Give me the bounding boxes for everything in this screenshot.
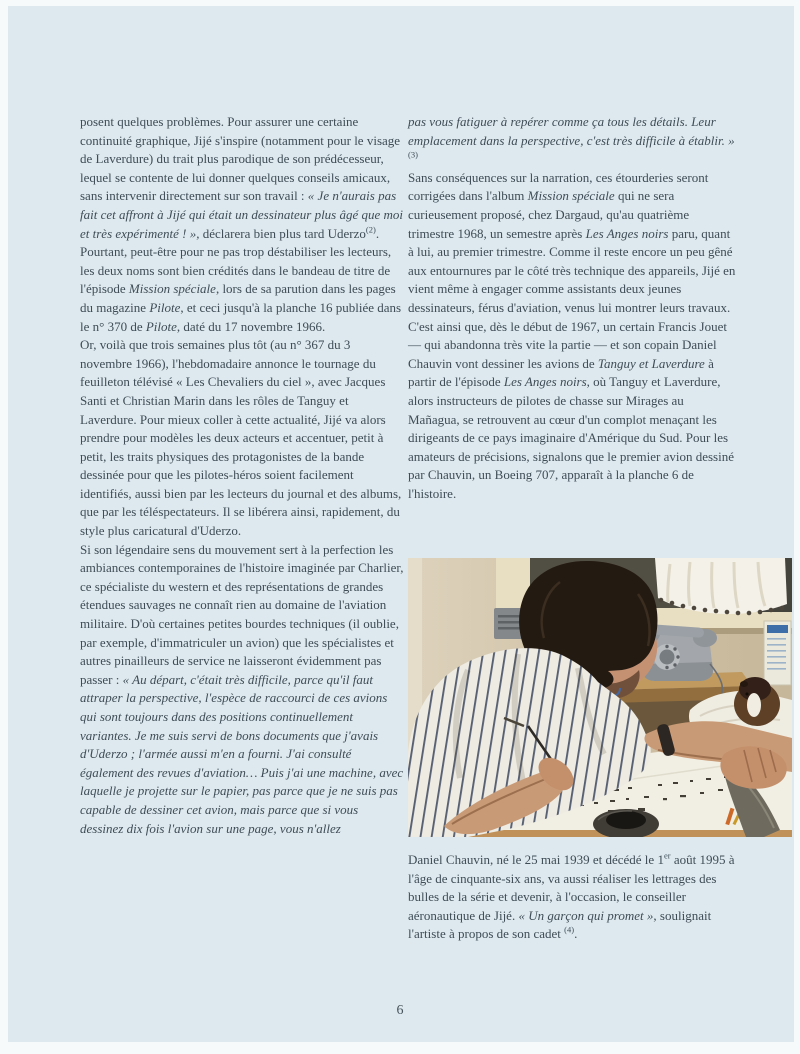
paragraph: [408, 169, 736, 318]
text-segment: Daniel Chauvin, né le 25 mai 1939 et décédé le 1: [408, 852, 664, 867]
paragraph: [80, 113, 404, 243]
text-column-left: [80, 113, 404, 838]
text-segment: Sans conséquences sur la narration, ces étourderies seront corrigées dans l'album: [408, 169, 709, 204]
text-segment: Mission spéciale: [128, 281, 216, 297]
text-segment: Pourtant, peut-être pour ne pas trop déstabiliser les lecteurs, les deux noms sont bien crédités dans le bandeau de titre de l'épisode: [80, 244, 392, 297]
paragraph: [408, 113, 736, 169]
paragraph: [80, 336, 404, 541]
text-segment: .: [574, 926, 578, 942]
text-segment: paru, quant à lui, au premier trimestre. Comme il reste encore un peu gêné aux entournures par le côté très technique des appareils, Jijé en vient même à engager comme assistants deux jeunes dessinateurs, férus d'aviation, venus lui montrer leurs travaux.: [408, 225, 736, 315]
text-segment: , où Tanguy et Laverdure, alors instructeurs de pilotes de chasse sur Mirages au Mañagua, se retrouvent au cœur d'un complot menaçant les dirigeants de ce pays imaginaire d'Amérique du Sud. Pour les amateurs de précisions, signalons que le premier avion dessiné par Chauvin, un Boeing 707, apparaît à la planche 6 de l'histoire.: [408, 374, 734, 501]
text-segment: « Un garçon qui promet »: [518, 907, 654, 923]
paragraph: [408, 851, 738, 944]
text-segment: à partir de l'épisode: [408, 355, 714, 390]
text-segment: , soulignait l'artiste à propos de son cadet: [408, 907, 712, 942]
text-segment: Si son légendaire sens du mouvement sert à la perfection les ambiances contemporaines de l'histoire imaginée par Charlier, ce spécialiste du western et des représentations de grandes étendues sauvages ne connaît rien au domaine de l'aviation militaire. D'où certaines petites bourdes techniques (il oublie, par exemple, d'immatriculer un avion) que les spécialistes et autres pinailleurs de service ne laisseront évidemment pas passer :: [80, 541, 404, 687]
text-segment: Pilote: [145, 318, 177, 334]
paragraph: [80, 243, 404, 336]
text-segment: C'est ainsi que, dès le début de 1967, un certain Francis Jouet — qui abandonna très vite la partie — et son copain Daniel Chauvin vont dessiner les avions de: [408, 318, 727, 371]
footnote-ref: (4): [564, 925, 575, 936]
text-segment: Or, voilà que trois semaines plus tôt (au n° 367 du 3 novembre 1966), l'hebdomadaire annonce le tournage du feuilleton télévisé « Les Chevaliers du ciel », avec Jacques Santi et Christian Marin dans les rôles de Tanguy et Laverdure. Pour mieux coller à cette actualité, Jijé va alors prendre pour modèles les deux acteurs et accentuer, petit à petit, les traits physiques des protagonistes de la bande dessinée pour que les pilotes-héros soient facilement identifiés, aussi bien par les lecteurs du journal et des albums, que par les téléspectateurs. Il se libérera ainsi, rapidement, du style plus caricatural d'Uderzo.: [80, 337, 402, 539]
photo-caption: [408, 851, 738, 944]
paragraph: [408, 318, 736, 504]
photo-illustration: [408, 558, 792, 837]
text-column-right: [408, 113, 736, 503]
text-segment: déclarera bien plus tard Uderzo: [202, 225, 366, 241]
text-segment: Les Anges noirs: [585, 225, 669, 241]
text-segment: Pilote: [149, 299, 181, 315]
text-segment: .: [375, 225, 380, 241]
text-segment: pas vous fatiguer à repérer comme ça tous les détails. Leur emplacement dans la perspective, c'est très difficile à établir. »: [408, 114, 735, 148]
text-segment: Tanguy et Laverdure: [597, 355, 705, 371]
text-segment: posent quelques problèmes. Pour assurer une certaine continuité graphique, Jijé s'inspire (notamment pour le visage de Laverdure) du trait plus parodique de son prédécesseur, lequel se contente de lui donner quelques conseils amicaux, sans intervenir directement sur son travail :: [80, 114, 401, 204]
footnote-ref: (3): [408, 149, 418, 160]
text-segment: Les Anges noirs: [503, 374, 587, 390]
text-segment: , daté du 17 novembre 1966.: [176, 318, 326, 334]
text-segment: qui ne sera curieusement proposé, chez Dargaud, qu'au quatrième trimestre 1968, un semestre après: [408, 188, 690, 241]
paragraph: [80, 541, 404, 839]
footnote-ref: er: [663, 850, 671, 861]
photo-daniel-chauvin-drawing: [408, 558, 792, 837]
text-segment: « Au départ, c'était très difficile, parce qu'il faut attraper la perspective, l'espèce de raccourci de ces avions qui sont toujours dans des positions continuellement variantes. Je me suis servi de bons documents que j'avais d'Uderzo ; l'armée aussi m'en a fourni. J'ai consulté également des revues d'aviation… Puis j'ai une machine, avec laquelle je projette sur le papier, pas parce que je ne suis pas capable de dessiner cet avion, mais parce que si vous dessinez dix fois l'avion sur une page, vous n'allez: [80, 671, 404, 836]
text-segment: « Je n'aurais pas fait cet affront à Jijé qui était un dessinateur plus âgé que moi et très expérimenté ! »,: [80, 188, 404, 241]
text-segment: Mission spéciale: [527, 188, 615, 204]
text-segment: , et ceci jusqu'à la planche 16 publiée dans le n° 370 de: [80, 299, 402, 334]
footnote-ref: (2): [365, 224, 376, 235]
text-segment: août 1995 à l'âge de cinquante-six ans, va aussi réaliser les lettrages des bulles de la série et devenir, à l'occasion, le conseiller aéronautique de Jijé.: [408, 852, 735, 923]
page-number: 6: [396, 1003, 404, 1018]
text-segment: , lors de sa parution dans les pages du magazine: [80, 281, 396, 315]
calendar-poster: [764, 621, 791, 685]
